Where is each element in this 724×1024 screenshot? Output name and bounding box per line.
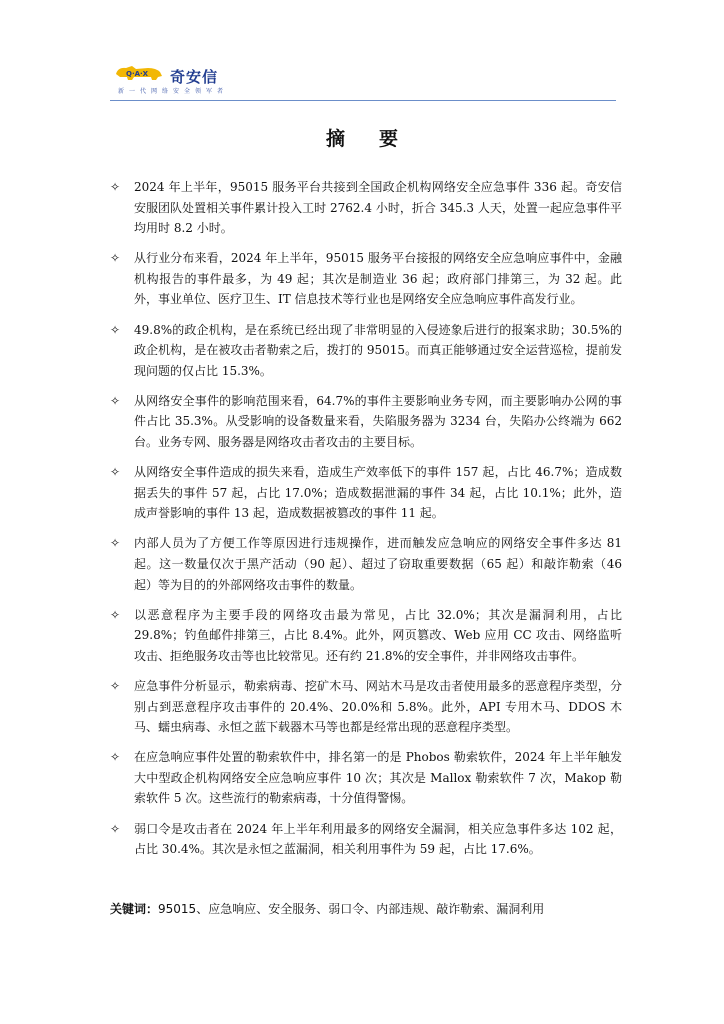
diamond-bullet-icon: ✧ xyxy=(110,251,121,266)
brand-name: 奇安信 xyxy=(170,68,219,86)
header-divider xyxy=(110,100,616,101)
list-item-text: 从行业分布来看，2024 年上半年，95015 服务平台接报的网络安全应急响应事件中，金融机构报告的事件最多，为 49 起；其次是制造业 36 起；政府部门排第三，为 32 起。此外，事业单位、医疗卫生、IT 信息技术等行业也是网络安全应急响应事件高发行业。 xyxy=(134,251,622,307)
diamond-bullet-icon: ✧ xyxy=(110,536,121,551)
diamond-bullet-icon: ✧ xyxy=(110,393,121,408)
list-item xyxy=(110,533,622,595)
diamond-bullet-icon: ✧ xyxy=(110,678,121,693)
list-item xyxy=(110,248,622,310)
list-item-text: 在应急响应事件处置的勒索软件中，排名第一的是 Phobos 勒索软件，2024 年上半年触发大中型政企机构网络安全应急响应事件 10 次；其次是 Mallox 勒索软件 7 次，Makop 勒索软件 5 次。这些流行的勒索病毒，十分值得警惕。 xyxy=(134,750,622,806)
diamond-bullet-icon: ✧ xyxy=(110,607,121,622)
list-item xyxy=(110,605,622,667)
list-item xyxy=(110,320,622,382)
list-item xyxy=(110,462,622,524)
diamond-bullet-icon: ✧ xyxy=(110,180,121,194)
keywords-label: 关键词： xyxy=(110,902,159,916)
page-header xyxy=(110,62,616,102)
qianxin-logo-icon xyxy=(114,64,164,82)
list-item-text: 2024 年上半年，95015 服务平台共接到全国政企机构网络安全应急事件 336 起。奇安信安服团队处置相关事件累计投入工时 2762.4 小时，折合 345.3 人天，处置一起应急事件平均用时 8.2 小时。 xyxy=(134,180,622,236)
list-item xyxy=(110,391,622,453)
list-item-text: 从网络安全事件造成的损失来看，造成生产效率低下的事件 157 起，占比 46.7%；造成数据丢失的事件 57 起，占比 17.0%；造成数据泄漏的事件 34 起，占比 10.1%；此外，造成声誉影响的事件 13 起，造成数据被篡改的事件 11 起。 xyxy=(134,465,622,521)
list-item xyxy=(110,747,622,809)
list-item-text: 弱口令是攻击者在 2024 年上半年利用最多的网络安全漏洞，相关应急事件多达 102 起，占比 30.4%。其次是永恒之蓝漏洞，相关利用事件为 59 起，占比 17.6%。 xyxy=(134,821,622,857)
list-item-text: 从网络安全事件的影响范围来看，64.7%的事件主要影响业务专网，而主要影响办公网的事件占比 35.3%。从受影响的设备数量来看，失陷服务器为 3234 台，失陷办公终端为 662 台。业务专网、服务器是网络攻击者攻击的主要目标。 xyxy=(134,393,622,450)
list-item-text: 内部人员为了方便工作等原因进行违规操作，进而触发应急响应的网络安全事件多达 81 起。这一数量仅次于黑产活动（90 起）、超过了窃取重要数据（65 起）和敲诈勒索（46 起）等为目的的外部网络攻击事件的数量。 xyxy=(134,536,622,592)
diamond-bullet-icon: ✧ xyxy=(110,821,121,836)
keywords-text: 95015、应急响应、安全服务、弱口令、内部违规、敲诈勒索、漏洞利用 xyxy=(158,902,545,916)
diamond-bullet-icon: ✧ xyxy=(110,465,121,480)
svg-text:Q·A·X: Q·A·X xyxy=(126,70,149,78)
page-title: 摘要 xyxy=(325,128,432,150)
list-item xyxy=(110,177,622,239)
diamond-bullet-icon: ✧ xyxy=(110,322,121,337)
list-item xyxy=(110,819,622,860)
summary-list xyxy=(110,177,622,869)
list-item-text: 以恶意程序为主要手段的网络攻击最为常见，占比 32.0%；其次是漏洞利用，占比 29.8%；钓鱼邮件排第三，占比 8.4%。此外，网页篡改、Web 应用 CC 攻击、网络监听攻击、拒绝服务攻击等也比较常见。还有约 21.8%的安全事件，并非网络攻击事件。 xyxy=(134,607,622,663)
list-item xyxy=(110,676,622,738)
list-item-text: 49.8%的政企机构，是在系统已经出现了非常明显的入侵迹象后进行的报案求助；30.5%的政企机构，是在被攻击者勒索之后，拨打的 95015。而真正能够通过安全运营巡检，提前发现问题的仅占比 15.3%。 xyxy=(134,322,622,378)
list-item-text: 应急事件分析显示，勒索病毒、挖矿木马、网站木马是攻击者使用最多的恶意程序类型，分别占到恶意程序攻击事件的 20.4%、20.0%和 5.8%。此外，API 专用木马、DDOS 木马、蠕虫病毒、永恒之蓝下载器木马等也都是经常出现的恶意程序类型。 xyxy=(134,678,622,735)
brand-tagline: 新一代网络安全领军者 xyxy=(118,88,229,95)
keywords-line xyxy=(110,900,622,917)
diamond-bullet-icon: ✧ xyxy=(110,750,121,765)
